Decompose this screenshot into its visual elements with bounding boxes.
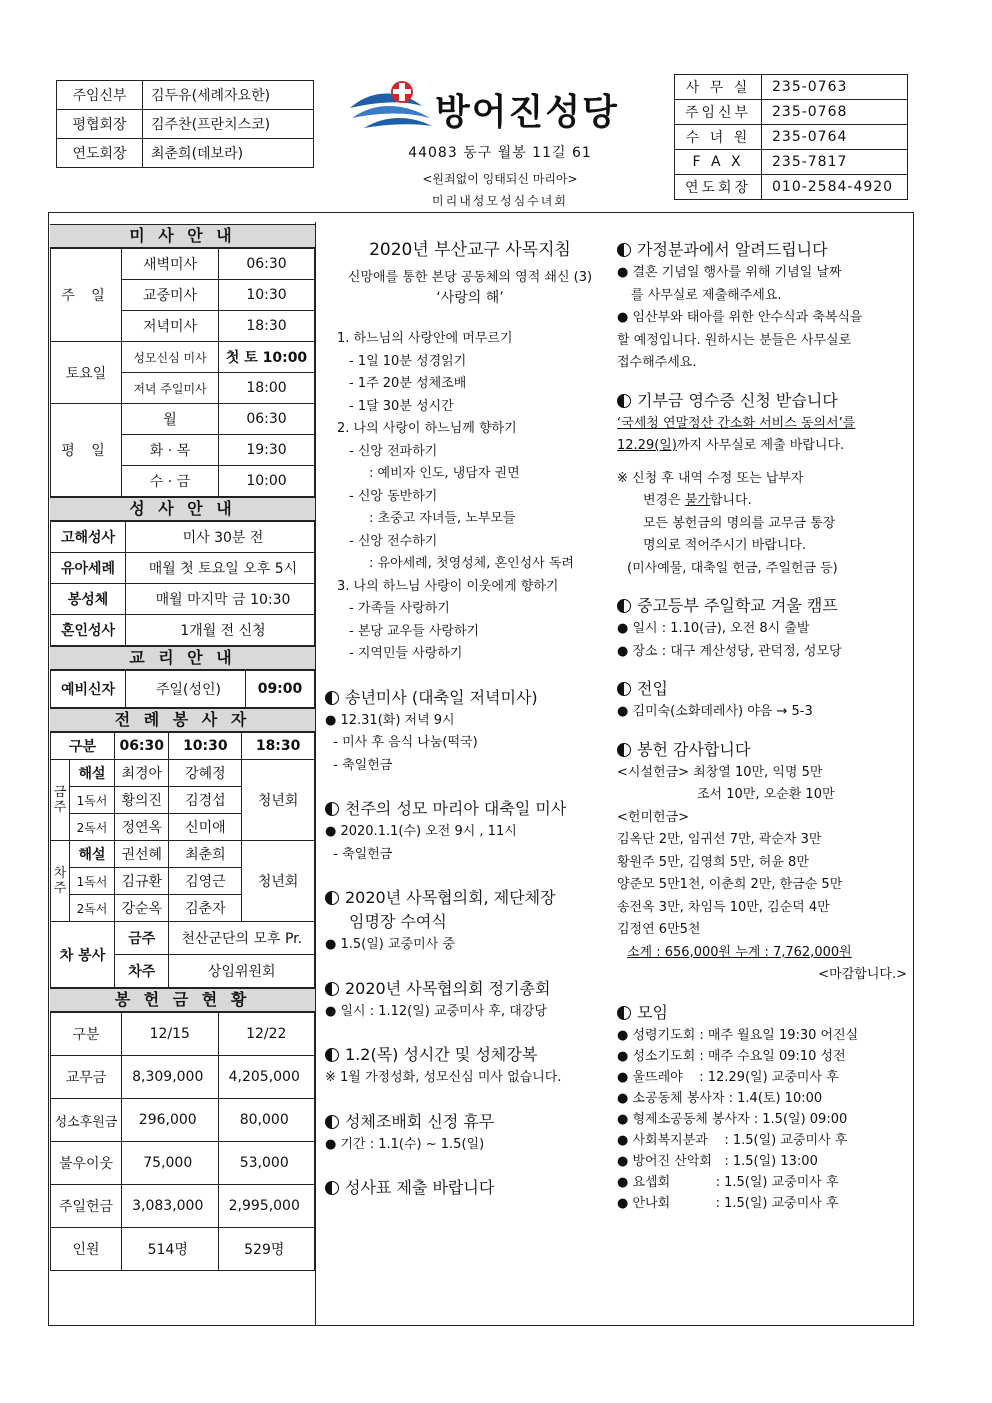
role-label: 평협회장 [57, 110, 143, 139]
column-divider [315, 222, 316, 1326]
contact-phone: 235-0764 [762, 125, 908, 150]
server-name: 정연옥 [115, 814, 169, 841]
thanks-line: <헌미헌금> [617, 809, 690, 825]
server-name: 최경아 [115, 760, 169, 787]
guideline-line: : 초중고 자녀들, 노부모들 [369, 511, 516, 526]
sacrament-name: 고해성사 [51, 522, 126, 553]
offering-type: 인원 [51, 1228, 122, 1271]
server-name: 강혜정 [169, 760, 242, 787]
pastoral-theme: ‘사랑의 해’ [436, 290, 504, 306]
thanks-heading: 봉헌 감사합니다 [637, 739, 751, 759]
thanks-line: 김옥단 2만, 임귀선 7만, 곽순자 3만 [617, 832, 822, 847]
server-group: 청년회 [242, 841, 315, 922]
server-role: 2독서 [70, 895, 115, 922]
guideline-line: - 본당 교우들 사랑하기 [349, 623, 480, 639]
mass-name: 월 [122, 404, 219, 435]
receipt-deadline: 12.29(일) [617, 438, 677, 453]
receipt-heading: 기부금 영수증 신청 받습니다 [637, 390, 838, 410]
pastoral-subtitle: 신망애를 통한 본당 공동체의 영적 쇄신 (3) [347, 270, 593, 285]
sacrament-name: 혼인성사 [51, 615, 126, 646]
meeting-item: ● 형제소공동체 봉사자 : 1.5(일) 09:00 [617, 1111, 848, 1127]
thanks-line: 김정연 6만5천 [617, 922, 701, 937]
half-circle-icon [617, 394, 631, 408]
notice-heading [325, 1043, 615, 1067]
offering-head: 구분 [51, 1013, 122, 1056]
contact-phone: 235-7817 [762, 150, 908, 175]
mass-section-title: 미 사 안 내 [50, 224, 315, 248]
notice-heading-text: 1.2(목) 성시간 및 성체강복 [345, 1045, 538, 1064]
mass-name: 성모신심 미사 [122, 342, 219, 373]
doctrine-table [50, 670, 315, 708]
offering-section-title: 봉 헌 금 현 황 [50, 988, 315, 1012]
offering-head: 12/15 [122, 1013, 219, 1056]
middle-column [325, 238, 615, 1200]
camp-line: ● 일시 : 1.10(금), 오전 8시 출발 [617, 621, 810, 636]
mass-name: 화 · 목 [122, 435, 219, 466]
offering-amount: 80,000 [218, 1099, 315, 1142]
notice-sections [325, 686, 615, 1201]
half-circle-icon [325, 802, 339, 816]
thanks-total: 소계 : 656,000원 누계 : 7,762,000원 [627, 944, 852, 960]
meetings-heading: 모임 [637, 1002, 668, 1022]
mass-time: 06:30 [219, 404, 315, 435]
notice-heading [325, 977, 615, 1001]
offering-amount: 75,000 [122, 1142, 219, 1185]
pastoral-title: 2020년 부산교구 사목지침 [369, 240, 571, 260]
contact-label: F A X [675, 150, 762, 175]
guideline-line: - 1주 20분 성체조배 [349, 376, 467, 391]
cleaning-label: 차 봉사 [51, 922, 115, 988]
guideline-line: - 1달 30분 성시간 [349, 398, 454, 414]
half-circle-icon [325, 1181, 339, 1195]
header-contact-table [674, 74, 908, 200]
left-column [50, 224, 315, 1271]
server-name: 신미애 [169, 814, 242, 841]
guideline-line: 3. 나의 하느님 사랑이 이웃에게 향하기 [337, 578, 559, 594]
server-role: 해설 [70, 760, 115, 787]
notice-heading [325, 1110, 615, 1134]
receipt-line: 합니다. [709, 493, 752, 508]
offering-type: 주일헌금 [51, 1185, 122, 1228]
notice-line: ● 일시 : 1.12(일) 교중미사 후, 대강당 [325, 1003, 547, 1019]
contact-label: 연도회장 [675, 175, 762, 200]
meeting-item: ● 안나회 : 1.5(일) 교중미사 후 [617, 1195, 839, 1211]
receipt-line: ※ 신청 후 내역 수정 또는 납부자 [617, 470, 804, 486]
guideline-line: - 신앙 전수하기 [349, 533, 438, 549]
offering-amount: 3,083,000 [122, 1185, 219, 1228]
meeting-item: ● 성소기도회 : 매주 수요일 09:10 성전 [617, 1048, 846, 1064]
notice-heading [325, 886, 615, 910]
half-circle-icon [325, 982, 339, 996]
offering-type: 성소후원금 [51, 1099, 122, 1142]
offering-table [50, 1012, 315, 1271]
thanks-line: <시설헌금> 최창열 10만, 익명 5만 [617, 764, 823, 780]
doctrine-name: 예비신자 [51, 671, 126, 708]
offering-amount: 296,000 [122, 1099, 219, 1142]
meetings-list [617, 1025, 907, 1214]
notice-heading-text: 성체조배회 신정 휴무 [345, 1111, 495, 1131]
camp-line: ● 장소 : 대구 계산성당, 관덕정, 성모당 [617, 643, 842, 659]
mass-name: 교중미사 [122, 280, 219, 311]
receipt-impossible: 불가 [684, 493, 710, 508]
notice-line: ● 2020.1.1(수) 오전 9시 , 11시 [325, 824, 517, 839]
offering-amount: 529명 [218, 1228, 315, 1271]
server-name: 최춘희 [169, 841, 242, 868]
half-circle-icon [617, 682, 631, 696]
notice-heading-text: 2020년 사목협의회, 제단체장 [345, 888, 556, 907]
receipt-line: 까지 사무실로 제출 바랍니다. [676, 438, 845, 453]
server-group: 청년회 [242, 760, 315, 841]
receipt-line: 명의로 적어주시기 바랍니다. [643, 538, 807, 553]
half-circle-icon [617, 1006, 631, 1020]
guideline-line: 1. 하느님의 사랑안에 머무르기 [337, 331, 513, 346]
family-notice-line: 할 예정입니다. 원하시는 분들은 사무실로 [617, 332, 852, 348]
guideline-line: - 1일 10분 성경읽기 [349, 353, 467, 369]
mass-time: 10:00 [219, 466, 315, 497]
right-column [617, 238, 907, 1214]
notice-heading-text: 임명장 수여식 [349, 912, 447, 931]
server-name: 강순옥 [115, 895, 169, 922]
meeting-item: ● 요셉회 : 1.5(일) 교중미사 후 [617, 1174, 839, 1190]
server-name: 김경섭 [169, 787, 242, 814]
half-circle-icon [617, 243, 631, 257]
mass-day-label: 평 일 [51, 404, 122, 497]
server-name: 김규환 [115, 868, 169, 895]
half-circle-icon [325, 691, 339, 705]
family-notice-line: ● 임산부와 태아를 위한 안수식과 축복식을 [617, 310, 863, 325]
role-value: 최춘희(데보라) [143, 139, 314, 168]
server-name: 김영근 [169, 868, 242, 895]
sacrament-name: 유아세례 [51, 553, 126, 584]
sacrament-section-title: 성 사 안 내 [50, 497, 315, 521]
notice-heading [325, 1176, 615, 1200]
week-label: 차주 [51, 841, 70, 922]
contact-phone: 010-2584-4920 [762, 175, 908, 200]
notice-heading-text: 2020년 사목협의회 정기총회 [345, 978, 551, 998]
server-role: 1독서 [70, 868, 115, 895]
mass-time: 18:30 [219, 311, 315, 342]
pastoral-guidelines [325, 328, 615, 666]
guideline-line: : 유아세례, 첫영성체, 혼인성사 독려 [369, 556, 574, 571]
cleaning-group: 상임위원회 [169, 955, 315, 988]
sacrament-info: 1개월 전 신청 [126, 615, 315, 646]
half-circle-icon [325, 891, 339, 905]
receipt-line: 모든 봉헌금의 명의를 교무금 통장 [643, 515, 836, 531]
family-notice-line: ● 결혼 기념일 행사를 위해 기념일 날짜 [617, 265, 842, 280]
server-role: 2독서 [70, 814, 115, 841]
contact-phone: 235-0768 [762, 100, 908, 125]
receipt-line: ‘국세청 연말정산 간소화 서비스 동의서’를 [617, 415, 856, 431]
mass-day-label: 토요일 [51, 342, 122, 404]
sacrament-info: 매월 첫 토요일 오후 5시 [126, 553, 315, 584]
offering-amount: 8,309,000 [122, 1056, 219, 1099]
servers-section-title: 전 례 봉 사 자 [50, 708, 315, 732]
church-address: 44083 동구 월봉 11길 61 [408, 145, 592, 161]
cleaning-week: 차주 [115, 955, 169, 988]
notice-line: - 미사 후 음식 나눔(떡국) [325, 735, 478, 750]
mass-time: 06:30 [219, 249, 315, 280]
notice-heading [325, 797, 615, 821]
receipt-line: 변경은 [643, 493, 685, 508]
camp-heading: 중고등부 주일학교 겨울 캠프 [637, 596, 838, 615]
contact-label: 수 녀 원 [675, 125, 762, 150]
servers-head: 06:30 [115, 733, 169, 760]
half-circle-icon [325, 1048, 339, 1062]
meeting-item: ● 방어진 산악회 : 1.5(일) 13:00 [617, 1153, 818, 1169]
notice-line: ● 1.5(일) 교중미사 중 [325, 937, 455, 952]
offering-amount: 2,995,000 [218, 1185, 315, 1228]
meeting-item: ● 소공동체 봉사자 : 1.4(토) 10:00 [617, 1090, 823, 1106]
half-circle-icon [325, 1115, 339, 1129]
mass-day-label: 주 일 [51, 249, 122, 342]
notice-line: ※ 1월 가정성화, 성모신심 미사 없습니다. [325, 1070, 562, 1085]
mass-time: 첫 토 10:00 [219, 342, 315, 373]
family-notice-line: 접수해주세요. [617, 355, 697, 370]
sacrament-info: 미사 30분 전 [126, 522, 315, 553]
guideline-line: - 지역민들 사랑하기 [349, 646, 463, 661]
move-in-heading: 전입 [637, 679, 668, 698]
contact-label: 사 무 실 [675, 75, 762, 100]
notice-line: ● 기간 : 1.1(수) ~ 1.5(일) [325, 1136, 485, 1152]
guideline-line: - 가족들 사랑하기 [349, 601, 450, 616]
offering-type: 불우이웃 [51, 1142, 122, 1185]
guideline-line: 2. 나의 사랑이 하느님께 향하기 [337, 421, 517, 436]
notice-line: - 축일헌금 [325, 757, 393, 773]
meeting-item: ● 울뜨레야 : 12.29(일) 교중미사 후 [617, 1069, 839, 1085]
mass-name: 저녁 주일미사 [122, 373, 219, 404]
notice-heading-text: 천주의 성모 마리아 대축일 미사 [345, 799, 567, 818]
offering-type: 교무금 [51, 1056, 122, 1099]
church-name: 방어진성당 [435, 92, 619, 133]
thanks-line: 조서 10만, 오순환 10만 [697, 787, 835, 802]
mass-time: 19:30 [219, 435, 315, 466]
guideline-line: - 신앙 동반하기 [349, 488, 438, 504]
move-in-line: ● 김미숙(소화데레사) 야음 → 5-3 [617, 704, 813, 719]
mass-name: 수 · 금 [122, 466, 219, 497]
religious-order: 미리내성모성심수녀회 [432, 194, 568, 208]
half-circle-icon [617, 599, 631, 613]
week-label: 금주 [51, 760, 70, 841]
family-notice-heading: 가정분과에서 알려드립니다 [637, 240, 828, 259]
server-role: 해설 [70, 841, 115, 868]
mass-name: 새벽미사 [122, 249, 219, 280]
mass-schedule-table [50, 248, 315, 497]
notice-line: - 축일헌금 [325, 846, 393, 862]
offering-amount: 53,000 [218, 1142, 315, 1185]
guideline-line: : 예비자 인도, 냉담자 권면 [369, 466, 520, 481]
server-name: 김춘자 [169, 895, 242, 922]
servers-head: 구분 [51, 733, 115, 760]
church-patron: <원죄없이 잉태되신 마리아> [422, 172, 578, 186]
contact-label: 주임신부 [675, 100, 762, 125]
offering-head: 12/22 [218, 1013, 315, 1056]
doctrine-day: 주일(성인) [126, 671, 246, 708]
offering-amount: 4,205,000 [218, 1056, 315, 1099]
notice-heading-text: 송년미사 (대축일 저녁미사) [345, 687, 538, 707]
role-label: 연도회장 [57, 139, 143, 168]
thanks-closed: <마감합니다.> [818, 967, 907, 982]
family-notice-line: 를 사무실로 제출해주세요. [631, 287, 782, 303]
servers-head: 18:30 [242, 733, 315, 760]
sacrament-name: 봉성체 [51, 584, 126, 615]
cleaning-group: 천산군단의 모후 Pr. [169, 922, 315, 955]
role-value: 김주찬(프란치스코) [143, 110, 314, 139]
notice-line: ● 12.31(화) 저녁 9시 [325, 712, 455, 728]
servers-table [50, 732, 315, 988]
guideline-line: - 신앙 전파하기 [349, 443, 438, 459]
notice-heading [325, 686, 615, 710]
meeting-item: ● 사회복지분과 : 1.5(일) 교중미사 후 [617, 1132, 848, 1148]
mass-time: 18:00 [219, 373, 315, 404]
server-role: 1독서 [70, 787, 115, 814]
sacrament-table [50, 521, 315, 646]
meeting-item: ● 성령기도회 : 매주 월요일 19:30 어진실 [617, 1027, 859, 1043]
server-name: 권선혜 [115, 841, 169, 868]
offering-amount: 514명 [122, 1228, 219, 1271]
servers-head: 10:30 [169, 733, 242, 760]
half-circle-icon [617, 743, 631, 757]
mass-time: 10:30 [219, 280, 315, 311]
receipt-line: (미사예물, 대축일 헌금, 주일헌금 등) [627, 560, 838, 576]
role-value: 김두유(세례자요한) [143, 81, 314, 110]
thanks-line: 황원주 5만, 김영희 5만, 허윤 8만 [617, 854, 809, 870]
doctrine-time: 09:00 [246, 671, 315, 708]
contact-phone: 235-0763 [762, 75, 908, 100]
notice-heading-text: 성사표 제출 바랍니다 [345, 1178, 495, 1197]
thanks-line: 송전옥 3만, 차임득 10만, 김순덕 4만 [617, 899, 830, 915]
role-label: 주임신부 [57, 81, 143, 110]
server-name: 황의진 [115, 787, 169, 814]
cleaning-week: 금주 [115, 922, 169, 955]
sacrament-info: 매월 마지막 금 10:30 [126, 584, 315, 615]
mass-name: 저녁미사 [122, 311, 219, 342]
thanks-line: 양준모 5만1천, 이춘희 2만, 한금순 5만 [617, 877, 843, 892]
doctrine-section-title: 교 리 안 내 [50, 646, 315, 670]
header-left-table [56, 80, 314, 168]
